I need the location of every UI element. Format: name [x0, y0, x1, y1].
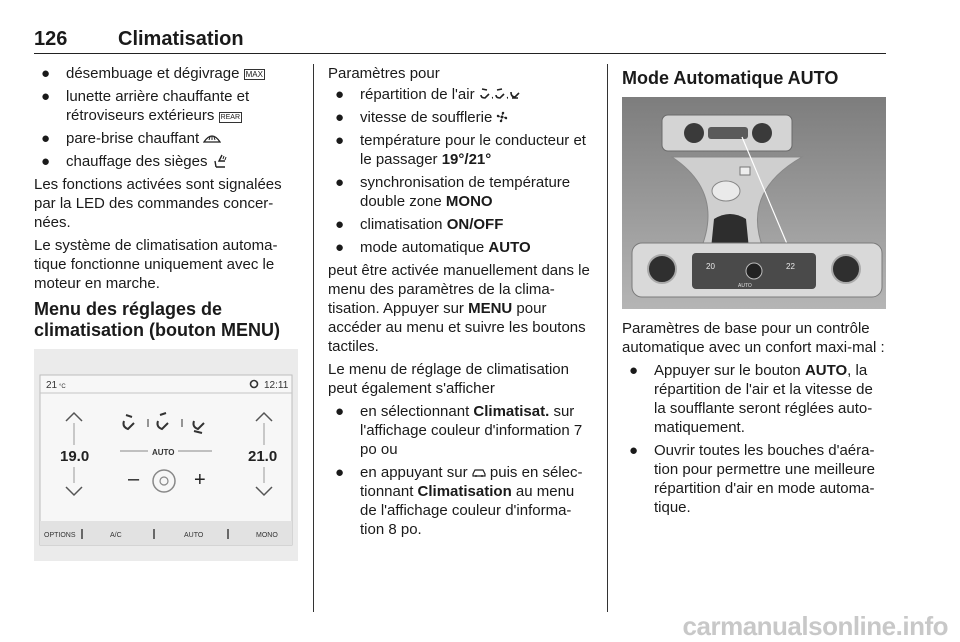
- column-3: [622, 64, 886, 521]
- paragraph: Paramètres pour: [328, 65, 440, 82]
- fan-minus-button[interactable]: –: [128, 468, 140, 490]
- console-photo-figure: [622, 97, 886, 309]
- list-item: ● climatisation ON/OFF: [335, 216, 504, 233]
- column-divider: [313, 64, 314, 612]
- temp-unit: °C: [59, 384, 66, 390]
- list-item: ● répartition de l'air , ,: [328, 85, 594, 104]
- paragraph: Paramètres de base pour un contrôle automatique avec un confort maxi-mal :: [622, 320, 885, 356]
- left-temp-display: 20: [706, 262, 715, 271]
- right-temp-display: 22: [786, 262, 795, 271]
- list-item: ● Appuyer sur le bouton AUTO, la répartition de l'air et la vitesse de la soufflante seront réglées auto-matiquement.: [629, 362, 873, 436]
- page-number: 126: [34, 28, 68, 50]
- mono-button[interactable]: MONO: [256, 532, 278, 539]
- right-temp: 21.0: [248, 448, 278, 465]
- paragraph: peut être activée manuellement dans le menu des paramètres de la clima-tisation. Appuyer sur MENU pour accéder au menu et suivre les boutons tactiles.: [328, 262, 590, 355]
- auto-label: AUTO: [152, 448, 175, 457]
- auto-mode-list: [622, 361, 886, 517]
- left-temp: 19.0: [60, 448, 90, 465]
- air-distribution-icons: [479, 85, 523, 104]
- paragraph: Le système de climatisation automa-tique fonctionne uniquement avec le moteur en marche.: [34, 237, 278, 292]
- outside-temp: 21: [46, 380, 58, 391]
- ac-button[interactable]: A/C: [110, 532, 122, 539]
- fan-icon: [496, 111, 508, 123]
- windshield-heat-icon: [203, 132, 221, 144]
- paragraph: Les fonctions activées sont signalées par la LED des commandes concer-nées.: [34, 176, 282, 231]
- list-item: ● Ouvrir toutes les bouches d'aéra-tion pour permettre une meilleure répartition d'air en mode automa-tique.: [629, 442, 875, 516]
- clock: 12:11: [264, 380, 289, 391]
- section-heading: Mode Automatique AUTO: [622, 68, 839, 88]
- car-icon: [472, 467, 486, 478]
- options-button[interactable]: OPTIONS: [44, 532, 76, 539]
- section-heading: Menu des réglages de climatisation (bouton MENU): [34, 299, 280, 340]
- list-item: ● température pour le conducteur et le passager 19°/21°: [335, 132, 586, 168]
- list-item: ● pare-brise chauffant: [34, 129, 298, 148]
- defrost-max-icon: MAX: [245, 70, 263, 79]
- svg-text:,: ,: [505, 90, 509, 99]
- list-item: ● chauffage des sièges: [34, 152, 298, 171]
- auto-button-label: AUTO: [738, 283, 752, 289]
- list-item: ● désembuage et dégivrage MAX: [41, 65, 263, 82]
- list-item: ● mode automatique AUTO: [335, 239, 531, 256]
- paragraph: Le menu de réglage de climatisation peut également s'afficher: [328, 361, 569, 397]
- climate-menu-figure: [34, 349, 298, 561]
- chapter-title: Climatisation: [118, 28, 244, 50]
- function-list: [34, 64, 298, 171]
- list-item: ● vitesse de soufflerie: [328, 108, 594, 127]
- column-2: [328, 64, 594, 543]
- column-divider: [607, 64, 608, 612]
- list-item: ● en sélectionnant Climatisat. sur l'affichage couleur d'information 7 po ou: [335, 403, 583, 458]
- parameter-list: [328, 85, 594, 257]
- seat-heat-icon: [212, 153, 228, 169]
- display-options-list: [328, 402, 594, 539]
- page-header: [34, 28, 886, 54]
- climate-menu-screen: [34, 349, 298, 561]
- watermark: carmanualsonline.info: [682, 611, 948, 641]
- center-console-photo: [622, 97, 886, 309]
- fan-plus-button[interactable]: +: [194, 469, 206, 491]
- rear-defrost-icon: REAR: [220, 114, 241, 121]
- list-item: ● en appuyant sur puis en sélec-tionnant Climatisation au menu de l'affichage couleur d'informa-tion 8 po.: [335, 464, 583, 538]
- auto-button[interactable]: AUTO: [184, 532, 204, 539]
- column-1: [34, 64, 298, 571]
- svg-text:,: ,: [490, 90, 494, 99]
- list-item: ● synchronisation de température double zone MONO: [335, 174, 571, 210]
- list-item: ● lunette arrière chauffante et rétroviseurs extérieurs REAR: [41, 88, 250, 124]
